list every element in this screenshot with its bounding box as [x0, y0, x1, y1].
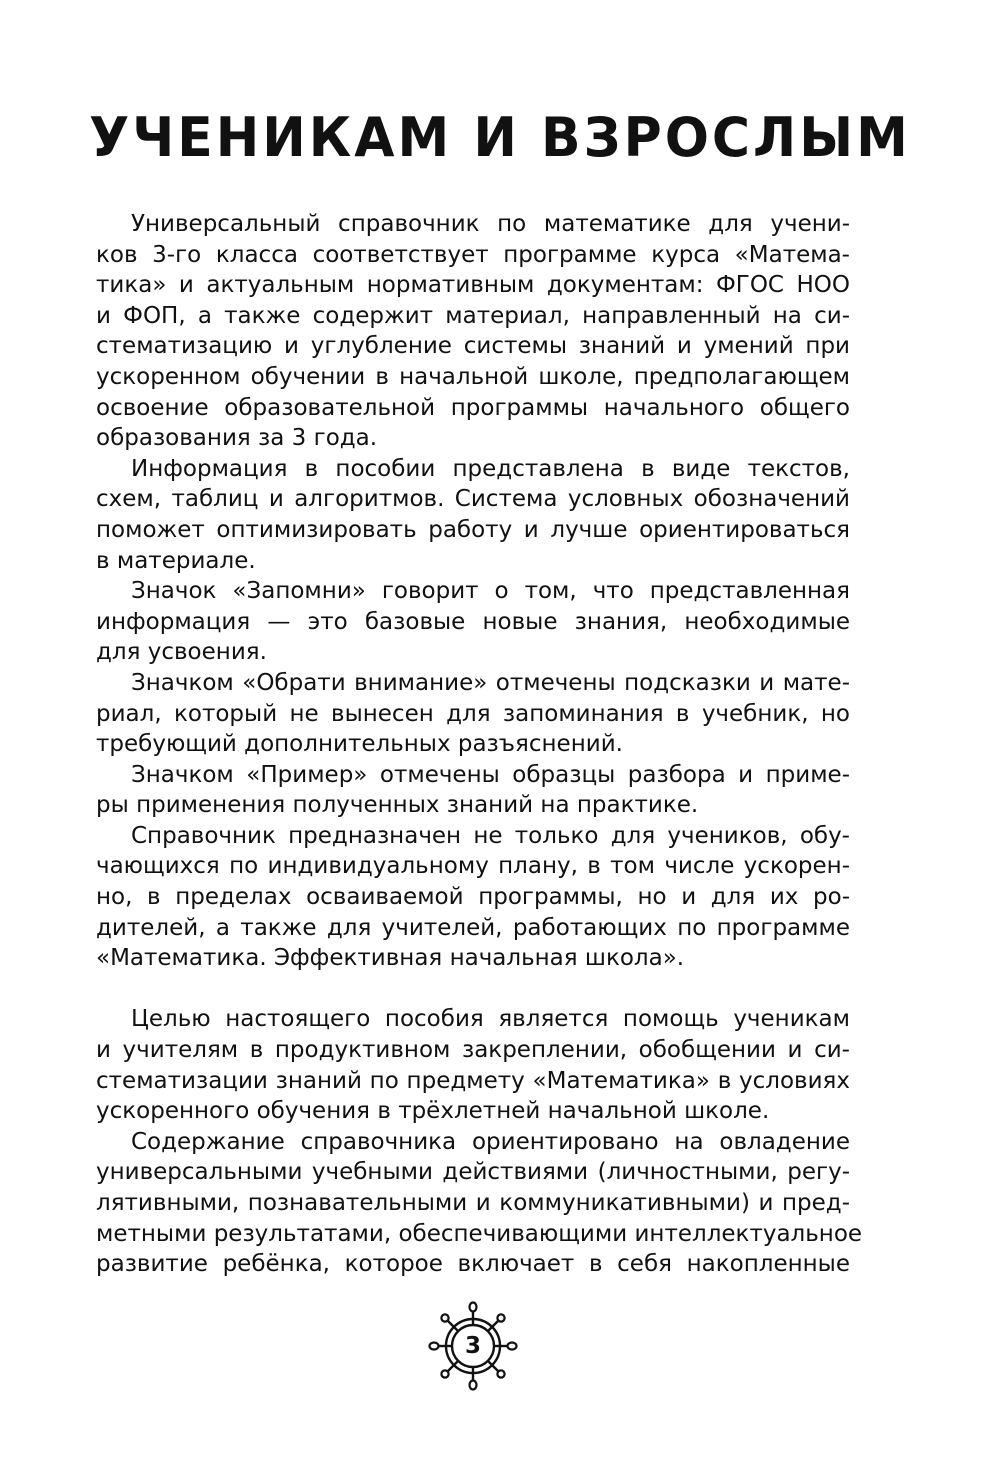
text-line: для усвоения. — [96, 639, 267, 666]
page-number-badge — [427, 1300, 519, 1392]
text-line: стематизацию и углубление системы знаний и умений при — [96, 333, 850, 360]
text-line: развитие ребёнка, которое включает в себя накопленные — [96, 1251, 850, 1278]
text-line: Универсальный справочник по математике для учени- — [131, 211, 850, 237]
text-line: Значком «Обрати внимание» отмечены подсказки и мате- — [131, 669, 850, 696]
text-line: информация — это базовые новые знания, необходимые — [96, 608, 850, 635]
text-line: образования за 3 года. — [96, 425, 378, 452]
text-line: и учителям в продуктивном закреплении, обобщении и си- — [96, 1037, 850, 1064]
text-line: универсальными учебными действиями (личностными, регу- — [96, 1159, 850, 1186]
text-line: требующий дополнительных разъяснений. — [96, 731, 623, 758]
paragraph — [96, 576, 850, 668]
text-line: дителей, а также для учителей, работающих по программе — [96, 914, 850, 941]
text-line: ускоренном обучении в начальной школе, предполагающем — [96, 363, 850, 390]
text-line: Справочник предназначен не только для учеников, обу- — [131, 822, 850, 849]
text-line: ускоренного обучения в трёхлетней начальной школе. — [96, 1098, 770, 1125]
paragraph — [96, 821, 850, 974]
text-line: тика» и актуальным нормативным документам: ФГОС НОО — [96, 272, 850, 299]
text-line: ры применения полученных знаний на практике. — [96, 792, 699, 819]
text-line: поможет оптимизировать работу и лучше ориентироваться — [96, 516, 850, 543]
text-line: в материале. — [96, 547, 256, 574]
text-line: Значок «Запомни» говорит о том, что представленная — [131, 578, 850, 605]
text-line: схем, таблиц и алгоритмов. Система условных обозначений — [96, 486, 850, 513]
text-line: и ФОП, а также содержит материал, направленный на си- — [96, 302, 850, 329]
text-line: лятивными, познавательными и коммуникативными) и пред- — [96, 1190, 850, 1216]
paragraph-gap — [96, 974, 850, 1005]
text-line: Содержание справочника ориентировано на овладение — [131, 1128, 850, 1155]
text-line: Целью настоящего пособия является помощь ученикам — [131, 1006, 850, 1033]
text-line: риал, который не вынесен для запоминания в учебник, но — [96, 700, 850, 727]
text-line: освоение образовательной программы начального общего — [96, 394, 850, 421]
paragraph — [96, 1004, 850, 1126]
paragraph — [96, 760, 850, 821]
text-line: чающихся по индивидуальному плану, в том числе ускорен- — [96, 853, 850, 880]
paragraph — [96, 454, 850, 576]
text-line: метными результатами, обеспечивающими интеллектуальное — [96, 1220, 863, 1247]
page-title: УЧЕНИКАМ И ВЗРОСЛЫМ — [89, 106, 911, 170]
text-line: Информация в пособии представлена в виде текстов, — [131, 455, 850, 482]
text-line: «Математика. Эффективная начальная школа». — [96, 945, 685, 972]
text-line: Значком «Пример» отмечены образцы разбора и приме- — [131, 761, 850, 788]
page-number: 3 — [464, 1333, 481, 1359]
text-line: ков 3-го класса соответствует программе курса «Матема- — [96, 241, 850, 268]
paragraph — [96, 668, 850, 760]
body-text — [96, 209, 863, 1280]
paragraph — [96, 209, 850, 454]
paragraph — [96, 1127, 863, 1280]
text-line: стематизации знаний по предмету «Математика» в условиях — [96, 1067, 850, 1094]
text-line: но, в пределах осваиваемой программы, но и для их ро- — [96, 884, 850, 911]
